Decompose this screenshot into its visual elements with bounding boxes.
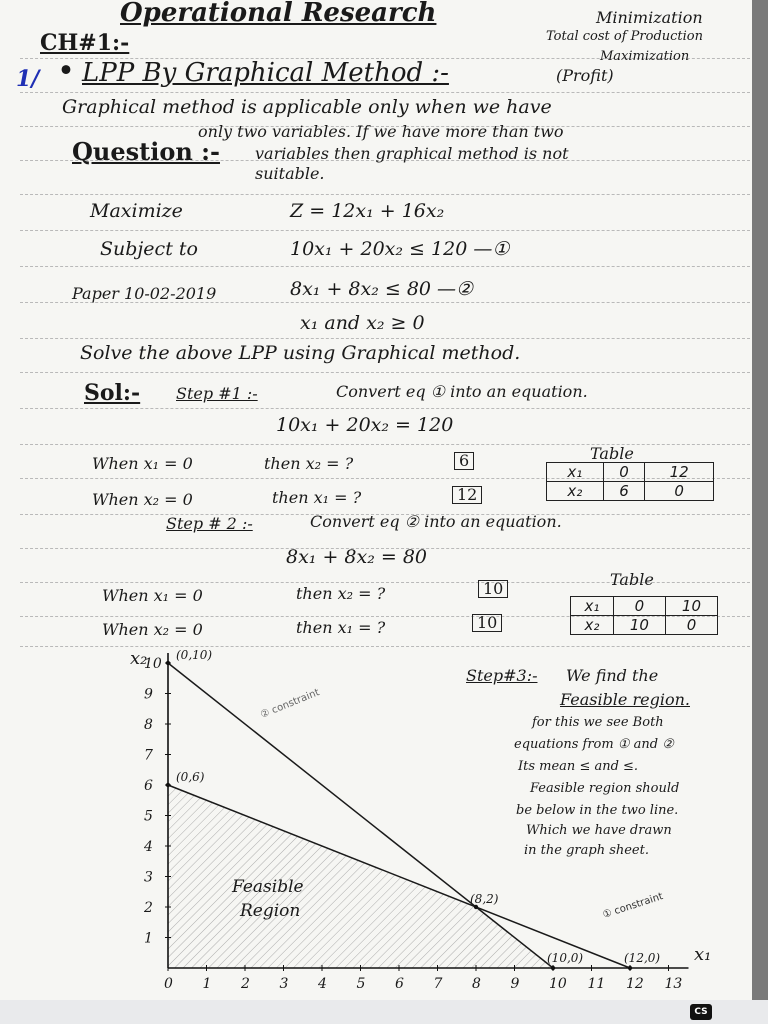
- y-tick-label: 1: [144, 930, 153, 947]
- x-tick-label: 4: [318, 976, 327, 990]
- table-row: [571, 597, 718, 616]
- constraint-1: 10x₁ + 20x₂ ≤ 120 —①: [290, 238, 510, 260]
- step3-line: Its mean ≤ and ≤.: [518, 759, 639, 774]
- ruled-line: [20, 408, 750, 409]
- table-cell: x₂: [547, 482, 604, 501]
- step1-answer-1: [454, 452, 474, 470]
- point-label: (10,0): [547, 951, 584, 965]
- step2-answer-2: [472, 614, 502, 632]
- step3-line: Feasible region should: [530, 781, 680, 796]
- step1-when-1: When x₁ = 0: [92, 454, 193, 473]
- y-tick-label: 8: [144, 717, 153, 733]
- step2-text: Convert eq ② into an equation.: [310, 512, 562, 531]
- x-tick-label: 9: [510, 976, 520, 990]
- table-row: [547, 463, 714, 482]
- corner-point: [628, 966, 632, 970]
- x-tick-label: 2: [241, 976, 250, 990]
- x-tick-label: 6: [395, 976, 404, 990]
- topic-text: LPP By Graphical Method :-: [82, 58, 449, 88]
- x-tick-label: 11: [587, 976, 606, 990]
- side-note-line: (Profit): [556, 66, 614, 85]
- constraint-2: 8x₁ + 8x₂ ≤ 80 —②: [290, 278, 474, 300]
- step3-line: equations from ① and ②: [514, 737, 674, 752]
- table-cell: x₂: [571, 616, 614, 635]
- step1-text: Convert eq ① into an equation.: [336, 382, 588, 401]
- y-tick-label: 10: [144, 656, 162, 672]
- step1-then-1: then x₂ = ?: [264, 454, 354, 473]
- step1-then-2: then x₁ = ?: [272, 488, 362, 507]
- y-tick-label: 5: [144, 808, 153, 825]
- table-cell: 0: [645, 482, 714, 501]
- ruled-line: [20, 230, 750, 231]
- step1-heading: Step #1 :-: [176, 384, 258, 403]
- table-cell: 10: [613, 616, 665, 635]
- table-cell: x₁: [547, 463, 604, 482]
- y-tick-label: 4: [144, 839, 153, 855]
- y-tick-label: 7: [144, 747, 153, 764]
- step1-when-2: When x₂ = 0: [92, 490, 193, 509]
- answer-box: 6: [454, 452, 474, 470]
- answer-box: 10: [472, 614, 502, 632]
- objective-function: Z = 12x₁ + 16x₂: [290, 200, 445, 222]
- step2-then-2: then x₁ = ?: [296, 618, 386, 637]
- ruled-line: [20, 338, 750, 339]
- intro-line: variables then graphical method is not: [255, 144, 569, 163]
- corner-point: [166, 783, 170, 787]
- step2-when-2: When x₂ = 0: [102, 620, 203, 639]
- step3-line: Which we have drawn: [526, 823, 672, 838]
- table-row: [571, 616, 718, 635]
- region-label: Region: [240, 901, 301, 921]
- y-tick-label: 6: [144, 778, 153, 794]
- intro-line: only two variables. If we have more than two: [198, 122, 564, 141]
- y-tick-label: 2: [144, 900, 153, 916]
- topic-bullet: •: [58, 56, 74, 85]
- topic-heading: [82, 60, 449, 86]
- side-note-line: Maximization: [600, 49, 690, 64]
- step1-table-title: Table: [590, 444, 634, 463]
- step2-then-1: then x₂ = ?: [296, 584, 386, 603]
- intro-line: suitable.: [255, 164, 325, 183]
- y-tick-label: 9: [144, 686, 153, 703]
- margin-mark: 1/: [16, 66, 40, 92]
- answer-box: 12: [452, 486, 482, 504]
- question-label: Question :-: [72, 137, 220, 166]
- side-note-line: Total cost of Production: [546, 29, 704, 44]
- chapter-heading: CH#1:-: [40, 30, 130, 56]
- step3-line: We find the: [566, 666, 659, 685]
- x-tick-label: 3: [279, 976, 289, 990]
- y-axis-label: x₂: [130, 650, 148, 669]
- ruled-line: [20, 194, 750, 195]
- y-tick-label: 3: [144, 869, 153, 886]
- sol-label: Sol:-: [84, 380, 141, 406]
- maximize-label: Maximize: [90, 200, 183, 222]
- page-title: Operational Research: [120, 0, 437, 28]
- subject-to-label: Subject to: [100, 238, 198, 260]
- x-axis-label: x₁: [694, 944, 712, 965]
- table-cell: 10: [665, 597, 717, 616]
- paper-date: Paper 10-02-2019: [72, 284, 217, 303]
- scanner-badge: CS: [690, 1004, 712, 1020]
- step3-line: Feasible region.: [560, 690, 690, 709]
- table-cell: 0: [665, 616, 717, 635]
- table-cell: 0: [603, 463, 645, 482]
- ruled-line: [20, 372, 750, 373]
- series-2-label: ② constraint: [259, 687, 322, 721]
- x-tick-label: 5: [356, 976, 366, 990]
- ruled-line: [20, 444, 750, 445]
- feasible-region: [168, 785, 553, 968]
- ruled-line: [20, 92, 750, 93]
- x-tick-label: 10: [549, 976, 567, 990]
- step2-equation: 8x₁ + 8x₂ = 80: [286, 546, 428, 568]
- point-label: (0,10): [176, 650, 213, 662]
- x-tick-label: 1: [202, 976, 212, 990]
- point-label: (0,6): [176, 770, 205, 784]
- step2-table-title: Table: [610, 570, 654, 589]
- step3-line: be below in the two line.: [516, 803, 679, 818]
- point-label: (12,0): [624, 951, 661, 965]
- table-row: [547, 482, 714, 501]
- step1-equation: 10x₁ + 20x₂ = 120: [276, 414, 454, 436]
- x-tick-label: 12: [626, 976, 644, 990]
- side-note-line: Minimization: [596, 8, 703, 27]
- ruled-line: [20, 646, 750, 647]
- table-cell: 6: [603, 482, 645, 501]
- step3-heading: Step#3:-: [466, 666, 538, 685]
- corner-point: [551, 966, 555, 970]
- page-edge: [752, 0, 768, 1000]
- step3-line: in the graph sheet.: [524, 843, 649, 858]
- intro-line: Graphical method is applicable only when we have: [62, 96, 552, 118]
- step3-line: for this we see Both: [532, 715, 664, 730]
- corner-point: [166, 661, 170, 665]
- answer-box: 10: [478, 580, 508, 598]
- x-tick-label: 0: [164, 976, 173, 990]
- x-tick-label: 13: [664, 976, 683, 990]
- table-cell: 12: [645, 463, 714, 482]
- step2-table: [570, 596, 718, 635]
- step1-table: [546, 462, 714, 501]
- step1-answer-2: [452, 486, 482, 504]
- x-tick-label: 8: [472, 976, 481, 990]
- series-1-label: ① constraint: [601, 891, 665, 921]
- nonnegativity: x₁ and x₂ ≥ 0: [300, 312, 425, 334]
- table-cell: 0: [613, 597, 665, 616]
- step2-answer-1: [478, 580, 508, 598]
- step2-when-1: When x₁ = 0: [102, 586, 203, 605]
- step2-heading: Step # 2 :-: [166, 514, 253, 533]
- solve-instruction: Solve the above LPP using Graphical method.: [80, 342, 521, 364]
- region-label: Feasible: [232, 877, 304, 897]
- x-tick-label: 7: [433, 976, 443, 990]
- table-cell: x₁: [571, 597, 614, 616]
- graph-sheet: [0, 650, 752, 990]
- ruled-line: [20, 266, 750, 267]
- point-label: (8,2): [470, 892, 499, 906]
